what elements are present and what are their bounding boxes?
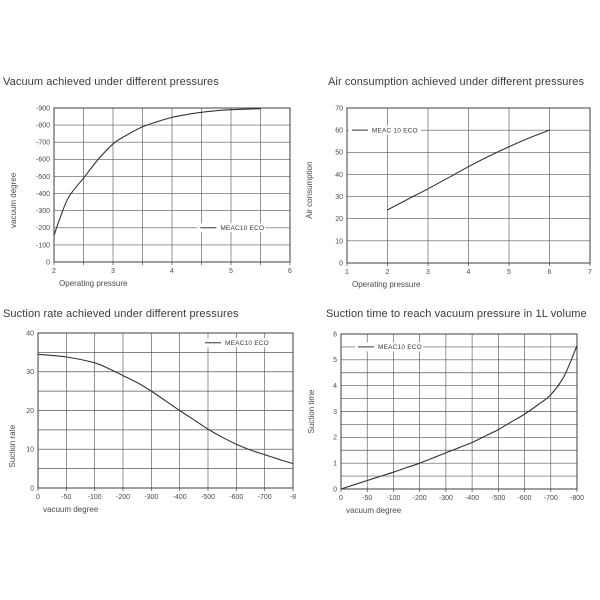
y-tick-label: 3 (333, 408, 337, 416)
chart-title-suction-rate: Suction rate achieved under different pressures (3, 308, 239, 320)
y-axis-title: Air consumption (305, 161, 314, 219)
y-tick-label: 0 (339, 260, 343, 268)
y-tick-label: 40 (26, 330, 34, 338)
x-tick-label: 2 (52, 268, 56, 275)
x-axis-title: vacuum degree (346, 506, 402, 515)
x-tick-label: -50 (362, 495, 373, 502)
x-axis-title: Operating pressure (352, 280, 421, 289)
y-tick-label: -300 (35, 208, 50, 216)
air-consumption-plot (300, 88, 600, 303)
x-tick-label: -400 (465, 495, 480, 502)
x-tick-label: -500 (200, 494, 216, 501)
x-tick-label: -600 (229, 494, 244, 501)
x-tick-label: -300 (144, 494, 159, 501)
chart-title-vacuum: Vacuum achieved under different pressures (3, 76, 219, 88)
legend-label: MEAC 10 ECO (371, 127, 418, 135)
series-line (38, 354, 293, 463)
y-tick-label: -400 (35, 190, 50, 198)
y-tick-label: 10 (26, 446, 34, 454)
vacuum-plot (0, 88, 300, 303)
y-tick-label: 20 (26, 407, 34, 415)
y-tick-label: 30 (335, 193, 343, 201)
x-tick-label: 4 (170, 268, 174, 275)
y-tick-label: 6 (333, 331, 337, 339)
y-tick-label: -500 (35, 173, 50, 181)
y-tick-label: -700 (35, 139, 50, 147)
y-tick-label: 0 (46, 259, 50, 267)
x-tick-label: -700 (543, 495, 558, 502)
x-tick-label: 7 (588, 269, 592, 276)
y-axis-title: vacuum degree (9, 172, 18, 228)
y-tick-label: 50 (335, 149, 343, 157)
x-tick-label: 2 (385, 269, 390, 276)
x-tick-label: 0 (339, 495, 343, 502)
legend-label: MEAC10 ECO (220, 225, 265, 233)
y-tick-label: -100 (35, 242, 50, 250)
y-tick-label: -200 (35, 225, 50, 233)
legend-label: MEAC10 ECO (225, 339, 269, 347)
x-tick-label: 6 (288, 268, 292, 275)
x-tick-label: -300 (438, 495, 453, 502)
y-tick-label: -900 (35, 105, 50, 113)
y-tick-label: 2 (333, 434, 337, 442)
y-tick-label: 20 (335, 216, 343, 224)
y-tick-label: 70 (335, 105, 343, 113)
chart-title-air-consumption: Air consumption achieved under different pressures (328, 76, 585, 88)
x-axis-title: vacuum degree (43, 505, 99, 514)
y-tick-label: -800 (35, 122, 50, 130)
series-line (54, 109, 261, 236)
y-tick-label: 40 (335, 171, 343, 179)
x-tick-label: -800 (569, 495, 585, 502)
chart-title-suction-time: Suction time to reach vacuum pressure in 1L volume (326, 308, 587, 320)
x-tick-label: -200 (412, 495, 427, 502)
y-tick-label: 30 (26, 369, 34, 377)
y-tick-label: 60 (335, 127, 343, 135)
x-tick-label: -8 (289, 494, 297, 501)
x-tick-label: 6 (547, 269, 552, 276)
x-tick-label: -500 (491, 495, 506, 502)
x-tick-label: -400 (172, 494, 187, 501)
x-axis-title: Operating pressure (59, 279, 128, 288)
x-tick-label: -100 (386, 495, 401, 502)
x-tick-label: 1 (345, 269, 349, 276)
x-tick-label: 3 (111, 268, 115, 275)
x-tick-label: 5 (229, 268, 233, 275)
x-tick-label: 0 (36, 494, 40, 501)
x-tick-label: -50 (61, 494, 72, 501)
y-tick-label: -600 (35, 156, 50, 164)
y-axis-title: Suction rate (8, 424, 17, 468)
suction-time-plot (300, 318, 600, 533)
y-tick-label: 4 (333, 383, 337, 391)
y-tick-label: 0 (30, 485, 34, 493)
legend-label: MEAC10 ECO (377, 344, 422, 352)
x-tick-label: -600 (517, 495, 532, 502)
y-axis-title: Suction time (307, 389, 316, 434)
y-tick-label: 0 (333, 486, 337, 494)
x-tick-label: 3 (426, 269, 430, 276)
suction-rate-plot (0, 318, 300, 533)
x-tick-label: 4 (466, 269, 471, 276)
x-tick-label: -100 (87, 494, 102, 501)
x-tick-label: -700 (257, 494, 272, 501)
series-line (341, 346, 577, 489)
y-tick-label: 10 (335, 238, 343, 246)
y-tick-label: 1 (333, 460, 337, 468)
x-tick-label: 5 (507, 269, 511, 276)
y-tick-label: 5 (333, 357, 337, 365)
x-tick-label: -200 (115, 494, 131, 501)
